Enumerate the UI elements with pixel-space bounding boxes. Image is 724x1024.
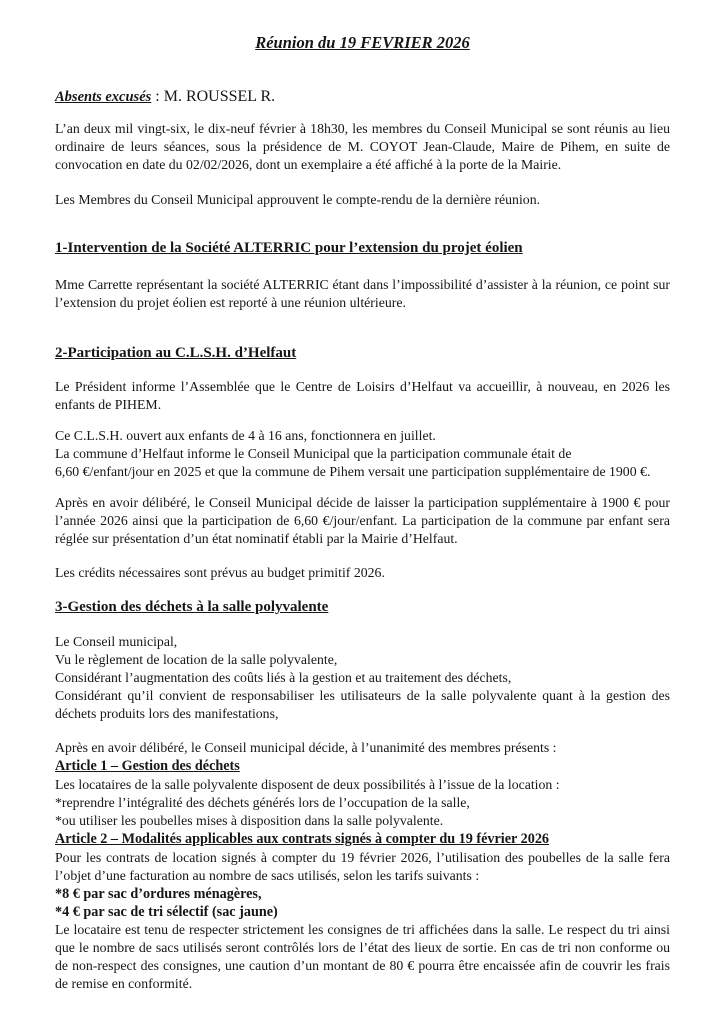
meeting-title: Réunion du 19 FEVRIER 2026	[255, 33, 470, 52]
absents-value: : M. ROUSSEL R.	[151, 88, 276, 105]
article-1-heading: Article 1 – Gestion des déchets	[55, 758, 240, 774]
section-2-paragraph-2: Ce C.L.S.H. ouvert aux enfants de 4 à 16 ans, fonctionnera en juillet. La commune d’Helfaut informe le Conseil Municipal que la participation communale était de 6,60 €/enfant/jour en 2025 et que la commune de Pihem versait une participation supplémentaire de 1900 €.	[55, 428, 651, 479]
section-2-paragraph-4: Les crédits nécessaires sont prévus au budget primitif 2026.	[55, 565, 385, 580]
section-1-heading: 1-Intervention de la Société ALTERRIC pour l’extension du projet éolien	[55, 240, 523, 256]
section-1-paragraph: Mme Carrette représentant la société ALTERRIC étant dans l’impossibilité d’assister à la réunion, ce point sur l’extension du projet éolien est reporté à une réunion ultérieure.	[55, 277, 670, 310]
approval-paragraph: Les Membres du Conseil Municipal approuvent le compte-rendu de la dernière réunion.	[55, 192, 541, 207]
absents-label: Absents excusés	[55, 89, 152, 105]
tariff-line-2: *4 € par sac de tri sélectif (sac jaune)	[55, 904, 278, 920]
tariff-line-1: *8 € par sac d’ordures ménagères,	[55, 886, 262, 902]
intro-paragraph: L’an deux mil vingt-six, le dix-neuf février à 18h30, les membres du Conseil Municipal se sont réunis au lieu ordinaire de leurs séances, sous la présidence de M. COYOT Jean-Claude, Maire de Pihem, en suite de convocation en date du 02/02/2026, dont un exemplaire a été affiché à la porte de la Mairie.	[55, 121, 670, 172]
section-3-closing-paragraph: Le locataire est tenu de respecter strictement les consignes de tri affichées dans la salle. Le respect du tri ainsi que le nombre de sacs utilisés seront contrôlés lors de l’état des lieux de sortie. En cas de tri non conforme ou de non-respect des consignes, une caution d’un montant de 80 € pourra être encaissée afin de couvrir les frais de remise en conformité.	[55, 922, 670, 991]
section-2-paragraph-1: Le Président informe l’Assemblée que le Centre de Loisirs d’Helfaut va accueillir, à nouveau, en 2026 les enfants de PIHEM.	[55, 379, 670, 412]
article-2-heading: Article 2 – Modalités applicables aux contrats signés à compter du 19 février 2026	[55, 831, 550, 847]
section-2-paragraph-3: Après en avoir délibéré, le Conseil Municipal décide de laisser la participation supplémentaire à 1900 € pour l’année 2026 ainsi que la participation de 6,60 €/jour/enfant. La participation de la commune par enfant sera réglée sur présentation d’un état nominatif établi par la Mairie d’Helfaut.	[55, 495, 670, 546]
article-2-body: Pour les contrats de location signés à compter du 19 février 2026, l’utilisation des poubelles de la salle fera l’objet d’une facturation au nombre de sacs utilisés, selon les tarifs suivants :	[55, 850, 670, 883]
absents-line	[55, 87, 670, 107]
section-2-heading: 2-Participation au C.L.S.H. d’Helfaut	[55, 345, 297, 361]
section-3-decision-intro: Après en avoir délibéré, le Conseil municipal décide, à l’unanimité des membres présents :	[55, 740, 557, 755]
article-1-body: Les locataires de la salle polyvalente disposent de deux possibilités à l’issue de la location : *reprendre l’intégralité des déchets générés lors de l’occupation de la salle, *ou utiliser les poubelles mises à disposition dans la salle polyvalente.	[55, 777, 560, 828]
section-3-considerations: Le Conseil municipal, Vu le règlement de location de la salle polyvalente, Considérant l’augmentation des coûts liés à la gestion et au traitement des déchets, Considérant qu’il convient de responsabiliser les utilisateurs de la salle polyvalente quant à la gestion des déchets produits lors des manifestations,	[55, 634, 670, 721]
section-3-heading: 3-Gestion des déchets à la salle polyvalente	[55, 599, 329, 615]
